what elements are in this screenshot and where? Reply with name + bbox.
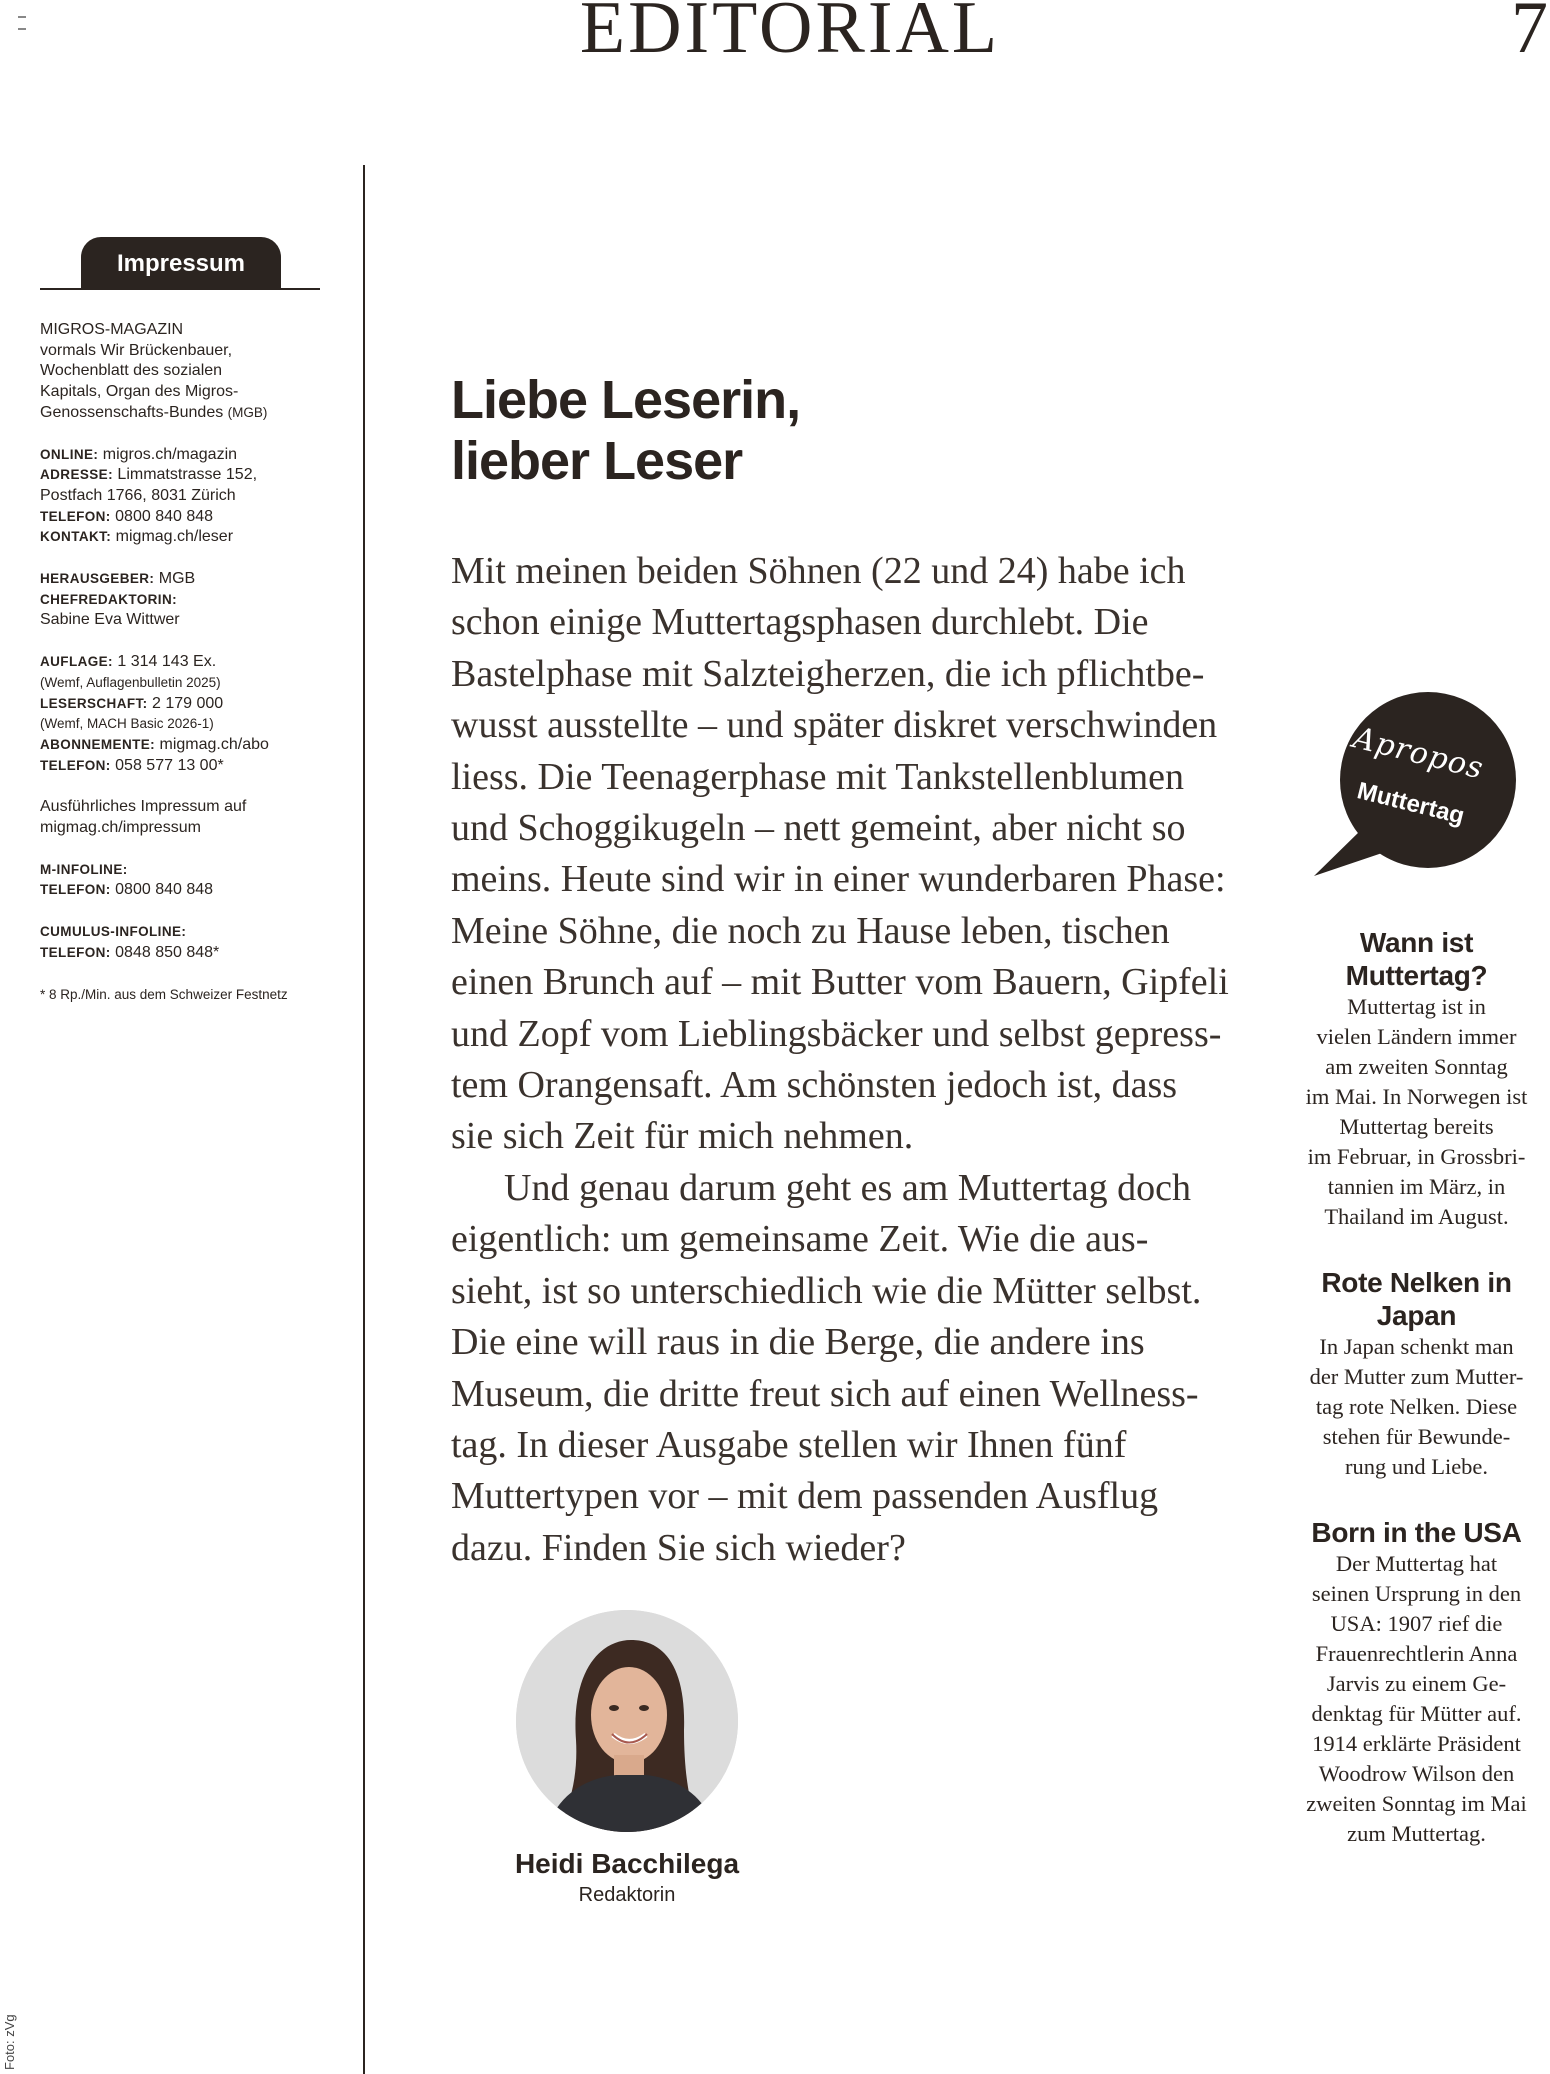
imp-phone: 0800 840 848	[115, 881, 214, 899]
body-line: eigentlich: um gemeinsame Zeit. Wie die aus-	[451, 1218, 1149, 1261]
section-title: EDITORIAL	[579, 0, 1001, 69]
impressum-full	[40, 797, 340, 838]
section-heading: Born in the USA	[1311, 1517, 1522, 1548]
imp-online-link[interactable]: migros.ch/magazin	[102, 445, 238, 463]
apropos-section	[1283, 1266, 1550, 1482]
apropos-script-label: Apropos	[1349, 720, 1488, 787]
imp-contact-link[interactable]: migmag.ch/leser	[115, 528, 234, 546]
section-text: Der Muttertag hat seinen Ursprung in den USA: 1907 rief die Frauenrechtlerin Anna Jarvis zu einem Ge- denktag für Mütter auf. 1914 erklärte Präsident Woodrow Wilson den zweiten Sonntag im Mai zum Muttertag.	[1306, 1551, 1527, 1846]
impressum-circulation	[40, 652, 340, 776]
imp-label: CUMULUS-INFOLINE:	[40, 924, 187, 940]
imp-pub-suffix: (MGB)	[227, 404, 268, 420]
imp-label: CHEFREDAKTORIN:	[40, 591, 177, 607]
body-line: Die eine will raus in die Berge, die andere ins	[451, 1321, 1145, 1364]
body-line: und Schoggikugeln – nett gemeint, aber nicht so	[451, 807, 1186, 850]
apropos-topic-label: Muttertag	[1354, 777, 1468, 830]
body-line: schon einige Muttertagsphasen durchlebt. Die	[451, 601, 1149, 644]
imp-pub-line: Kapitals, Organ des Migros-	[40, 383, 239, 401]
imp-value: Limmatstrasse 152,	[117, 466, 258, 484]
body-line: sie sich Zeit für mich nehmen.	[451, 1115, 914, 1158]
section-text: Muttertag ist in vielen Ländern immer am zweiten Sonntag im Mai. In Norwegen ist Muttertag bereits im Februar, in Grossbri- tannien im März, in Thailand im August.	[1305, 994, 1528, 1229]
impressum-tab: Impressum	[81, 237, 281, 289]
imp-pub-line: Wochenblatt des sozialen	[40, 362, 223, 380]
imp-label: HERAUSGEBER:	[40, 571, 155, 587]
imp-full-line: Ausführliches Impressum auf	[40, 798, 247, 816]
imp-label: TELEFON:	[40, 508, 111, 524]
impressum-cumulus-infoline	[40, 922, 340, 963]
headline-line: lieber Leser	[451, 431, 743, 491]
body-line: dazu. Finden Sie sich wieder?	[451, 1526, 906, 1569]
imp-label: TELEFON:	[40, 882, 111, 898]
impressum-editors	[40, 569, 340, 631]
body-line: sieht, ist so unterschiedlich wie die Mütter selbst.	[451, 1269, 1202, 1312]
imp-phone: 058 577 13 00*	[115, 756, 224, 774]
body-line: tag. In dieser Ausgabe stellen wir Ihnen fünf	[451, 1423, 1127, 1466]
imp-value: 2 179 000	[152, 694, 224, 712]
body-line: wusst ausstellte – und später diskret verschwinden	[451, 704, 1218, 747]
body-line: Muttertypen vor – mit dem passenden Ausflug	[451, 1475, 1159, 1518]
apropos-speech-bubble	[1306, 690, 1526, 880]
body-line: Bastelphase mit Salzteigherzen, die ich pflichtbe-	[451, 652, 1205, 695]
imp-footnote: * 8 Rp./Min. aus dem Schweizer Festnetz	[40, 986, 288, 1002]
apropos-section	[1283, 1516, 1550, 1849]
imp-label: LESERSCHAFT:	[40, 695, 148, 711]
impressum-m-infoline	[40, 860, 340, 901]
page-number: 7	[1511, 0, 1548, 69]
imp-label: KONTAKT:	[40, 529, 112, 545]
impressum-body	[40, 320, 340, 1005]
imp-label: ADRESSE:	[40, 467, 113, 483]
author-portrait	[516, 1610, 738, 1832]
body-line: Meine Söhne, die noch zu Hause leben, tischen	[451, 909, 1170, 952]
imp-value: Postfach 1766, 8031 Zürich	[40, 486, 236, 504]
body-line: und Zopf vom Lieblingsbäcker und selbst gepress-	[451, 1012, 1222, 1055]
column-divider	[363, 165, 365, 2074]
impressum-contact	[40, 445, 340, 549]
impressum-rule	[40, 288, 320, 290]
imp-pub-line: MIGROS-MAGAZIN	[40, 321, 184, 338]
imp-value: Sabine Eva Wittwer	[40, 611, 180, 629]
body-line: tem Orangensaft. Am schönsten jedoch ist, dass	[451, 1064, 1178, 1107]
body-line: meins. Heute sind wir in einer wunderbaren Phase:	[451, 858, 1226, 901]
apropos-section	[1283, 926, 1550, 1232]
section-text: In Japan schenkt man der Mutter zum Mutter- tag rote Nelken. Diese stehen für Bewunde- rung und Liebe.	[1309, 1334, 1524, 1479]
author-name: Heidi Bacchilega	[514, 1848, 740, 1879]
article-body	[451, 546, 1241, 1574]
body-line: Und genau darum geht es am Muttertag doch	[504, 1166, 1191, 1209]
photo-credit: Foto: zVg	[2, 2014, 17, 2070]
body-line: Mit meinen beiden Söhnen (22 und 24) habe ich	[451, 550, 1186, 592]
imp-label: AUFLAGE:	[40, 654, 113, 670]
imp-label: ABONNEMENTE:	[40, 736, 156, 752]
body-line: liess. Die Teenagerphase mit Tankstellenblumen	[451, 755, 1185, 798]
imp-phone: 0800 840 848	[115, 507, 214, 525]
imp-label: TELEFON:	[40, 757, 111, 773]
imp-value: (Wemf, Auflagenbulletin 2025)	[40, 674, 221, 690]
imp-value: (Wemf, MACH Basic 2026-1)	[40, 716, 214, 732]
imp-label: M-INFOLINE:	[40, 861, 128, 877]
imp-phone: 0848 850 848*	[115, 943, 220, 961]
imp-label: ONLINE:	[40, 446, 99, 462]
article-headline	[451, 370, 951, 492]
imp-pub-line: vormals Wir Brückenbauer,	[40, 341, 233, 359]
body-line: Museum, die dritte freut sich auf einen Wellness-	[451, 1372, 1199, 1415]
section-heading: Wann ist Muttertag?	[1345, 927, 1488, 991]
imp-value: 1 314 143 Ex.	[117, 653, 217, 671]
section-heading: Rote Nelken in Japan	[1321, 1267, 1512, 1331]
author-role: Redaktorin	[578, 1884, 676, 1906]
body-line: einen Brunch auf – mit Butter vom Bauern, Gipfeli	[451, 961, 1229, 1004]
imp-abo-link[interactable]: migmag.ch/abo	[159, 735, 269, 753]
imp-value: MGB	[158, 570, 196, 588]
headline-line: Liebe Leserin,	[451, 370, 801, 430]
imp-label: TELEFON:	[40, 944, 111, 960]
imp-pub-line: Genossenschafts-Bundes	[40, 403, 224, 421]
imp-full-link[interactable]: migmag.ch/impressum	[40, 819, 201, 837]
impressum-publication	[40, 320, 340, 424]
